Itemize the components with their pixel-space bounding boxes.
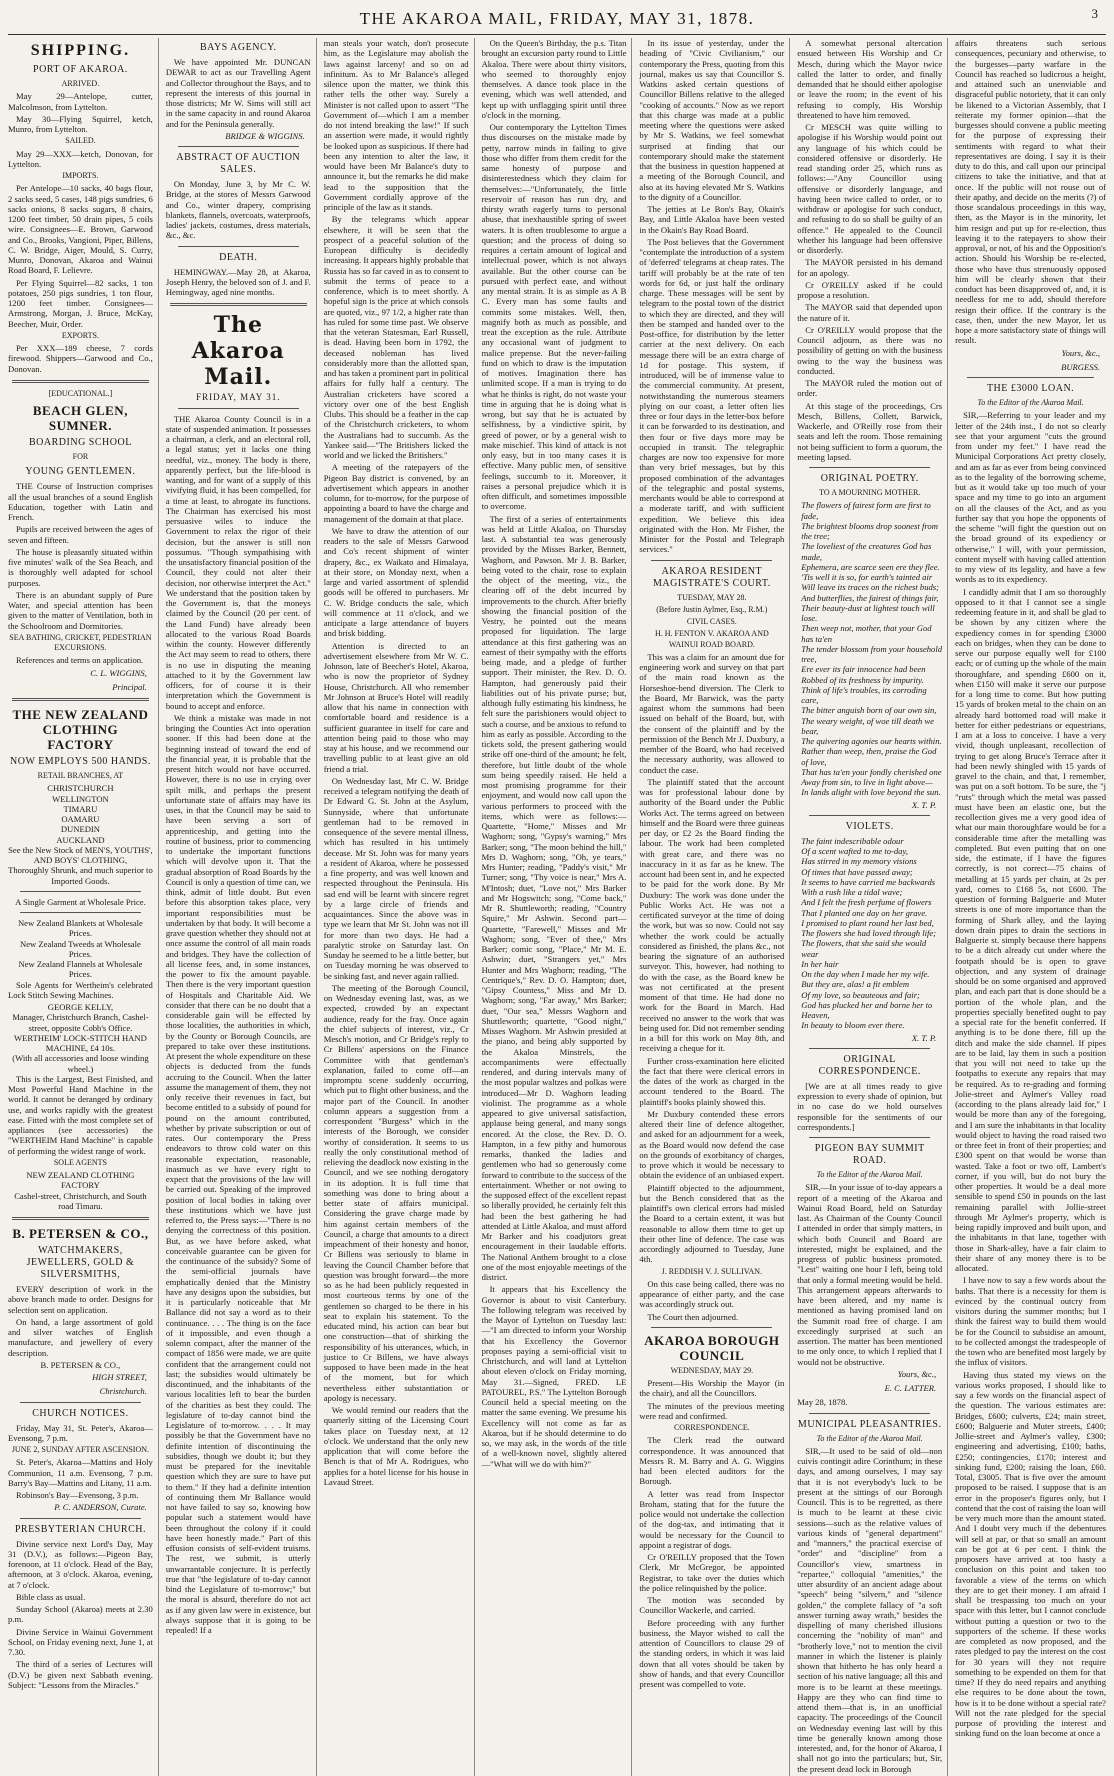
editorial-para-1: THE Akaroa County Council is in a state of suspended animation. It possesses a chairman, a clerk, and an electoral roll, a legal status; yet it lacks one thing needful, viz., money. The body is there, apparently perfect, but the life-blood is wanting, and for want of a supply of this vivifying fluid, it has been compelled, for a time at least, to abrogate its functions. The Chairman has exercised his most persuasive wiles to induce the Government to relax the rigor of their decision, but the answer is still non possumus. "Though sympathising with the unsatisfactory financial position of the Council, they could not alter their decision, nor otherwise interpret the Act." We understand that the position taken by the Government is, that the moneys claimed by the Council (20 per cent. of the Land Fund) have already been allocated to the various Road Boards within the county. However differently the Act may seem to read to others, there is no use in disputing the meaning attached to it by the Government law officers, for of course it is their interpretation which the Government is bound to accept and enforce. [165,413,311,711]
correspondence-note: [We are at all times ready to give expression to every shade of opinion, but in no case do we hold ourselves responsible for the sentiments of our correspondents.] [797,1080,943,1132]
poem-line: But they are, alas! a fit emblem [801,979,910,990]
poem-line: And I felt the fresh perfume of flowers [801,897,932,908]
for-label: FOR [72,452,89,461]
retail-label: RETAIL BRANCHES, AT [37,771,124,780]
poem-line: Will leave its traces on the richest buds; [801,582,939,593]
clothing-stock: See the New Stock of MEN'S, YOUTHS', AND BOYS' CLOTHING, [8,844,153,865]
c5-para-16: Cr O'REILLY proposed that the Town Clerk, Mr McGregor, be appointed Registrar, to take over the duties which the police relinquished by the police. [639,1552,785,1593]
divider [178,408,299,409]
latter-sig: E. C. LATTER. [884,1383,937,1393]
town-3: TIMARU [63,803,98,814]
petersen-city: Christchurch. [99,1386,147,1397]
c5-para-12: Present—His Worship the Mayor (in the chair), and all the Councillors. [639,1378,785,1399]
poem-line: The brightest blooms drop soonest from the tree; [801,520,938,541]
borough-council-heading: AKAROA BOROUGH COUNCIL [644,1332,780,1363]
school-activities: SEA BATHING, CRICKET, PEDESTRIAN EXCURSIONS. [9,632,152,652]
c4-para-3: The first of a series of entertainments was held at Little Akaloa, on Thursday last. A substantial tea was generously provided by the Misses Barker, Bennett, Waghorn, and Pawson. Mr J. B. Barker, being voted to the chair, rose to explain the object of the meeting, viz., the clearing off of the debt incurred by improvements to the church. After briefly showing the financial position of the Vestry, he pointed out the means proposed for liquidation. The large attendance at this first gathering was an earnest of their sympathy with the efforts being made, and a pledge of further support. Their minister, the Rev. D. O. Hampton, had generously paid their liabilities out of his private purse; but, although fully estimating his kindness, he felt sure the parishioners would object to such a course, and be anxious to refund to him as early as possible. According to the tickets sold, the present gathering would strike off one-third of the amount; he felt, therefore, but little doubt of the whole sum being speedily raised. He held a most promising programme for their enjoyment, and would now call upon the various performers to proceed with the items, which were as follows:—Quartette, "Home," Misses and Mr Waghorn; song, "Gypsy's warning," Mrs Barker; song, "The moon behind the hill," Mrs D. Waghorn; song, "Oh, ye tears," Mrs Hunter; reading, "Paddy's visit," Mr Turner; song, "Thy voice is near," Mrs A. M'Intosh; duet, "Love not," Mrs Barker and Mr Hogswitch; song, "Come back," Mr R. Shuttleworth; reading, "Country Squire," Mr Ashwin. Second part—Quartette, "Farewell," Misses and Mr Waghorn; song, "Ever of thee," Mrs Barker; comic song, "Place," Mr M. E. Ashwin; duet, "Strangers yet," Mrs Hunter and Mrs Waghorn; reading, "The Centrique's," Rev. D. O. Hampton; duet, "Gipsy Countess," Miss and Mr D. Waghorn; song, "Far away," Mrs Barker; duet, "Our sea," Messrs Waghorn and Shuttleworth; quartette, "Good night," Misses Waghorn. Mr Ashwin presided at the piano, and being ably supported by the Akaloa Minstrels, the accompaniments were effectually rendered, and during intervals many of the most popular waltzes and polkas were introduced—Mr D. Waghorn leading violinist. The programme as a whole appeared to give universal satisfaction, applause being general, and many songs encored. At the close, the Rev. D. O. Hampton, in a few pithy and humorous remarks, thanked the ladies and gentlemen who had so generously come forward to contribute to the success of the entertainment. Whether or not owing to the supposed effect of the excellent repast so liberally provided, he certainly felt this had been the best gathering he had attended at Little Akaloa, and must afford Mr Barker and his coadjutors great encouragement in their laudable efforts. The National Anthem brought to a close one of the most enjoyable meetings of the district. [481,513,627,1282]
c6-para-8: At this stage of the proceedings, Crs Mesch, Billens, Collett, Barwick, Wackerle, and O'Reilly rose from their seats and left the room. Those remaining not being sufficient to form a quorum, the meeting lapsed. [797,400,943,462]
c7-para-3: I candidly admit that I am so thoroughly opposed to it that I cannot see a single redeeming feature in it, and shall be glad to be shown by any citizen where the expediency comes in for spending £3000 each on bridges, when they can be done to serve our purpose equally well for £100 each; or of cutting up the whole of the main thoroughfare, and spending £600 on it, when £150 will make it serve our purpose for a long time to come. But how putting 15 yards of broken metal to the chain on an already hard bottomed road will make it better for either pedestrians or equestrians, I am at a loss to conceive. I have a very vivid, though unpleasant, recollection of trying to get along Bruce's Terrace after it had been newly shingled with 15 yards of gravel to the chain, and that, I remember, was put on a soft bottom. To be sure, the "j "ruts" through which the metal was passed must have been an elastic one, but the recollection gives me a very good idea of what our main thoroughfare would be for a considerable time after the metalling was completed. But even putting that on one side, the estimate, if I have the figures correctly, is not correct—75 chains of metalling at 15 yards per chain, at 2s per yard, comes to £168 5s, not £600. The question of forming Balguerie and Muter streets is one of more importance than the forming of Shark alley, and the laying down drain pipes to drain the sections in Balguerie st. simply because there happens to be a ditch already cut under where the footpath should be is open to grave objection, and any system of drainage should be on some organised and approved plan, and each part that is done should be a portion of the whole plan, and the properties specially benefited ought to pay a special rate for the benefit conferred. If anything is to be done there, fill up the ditch and make the side channel. If pipes are to be laid, lay them in such a position that you will not need to take up the footpaths to execute any repairs that may be required. As to re-grading and forming Jolie-street and Aylmer's Valley road (according to the plans already laid for," I would be more than any of the foregoing, and I am sure the inhabitants in that locality would object to having the road raised two or three feet in front of their properties; and £300 spent on that would be worse than wasted. Take a foot or two off, Lambert's corner, if you will, but do not bury the other properties. It would be a deal more sensible to spend £50 in pounds on the last remaining parallel with Jollie-street through Mr Aylmer's property, which is being rapidly improved and built upon, and the inhabitants in that lane, together with those in Shark-alley, have a fair claim to their share of any money there is to be allocated. [955,586,1106,1273]
divider [178,146,299,147]
c5-para-6: Further cross-examination here elicited the fact that there were clerical errors in the dates of the work as charged in the account tendered to the Board. The plaintiff's books plainly showed this. [639,1055,785,1107]
poem-line: 'Tis well it is so, for earth's tainted air [801,572,933,582]
c6-para-3: The MAYOR persisted in his demand for an apology. [797,257,943,278]
school-refs: References and terms on application. [16,655,144,666]
column-5 [639,38,790,1776]
clothing-employs: NOW EMPLOYS 500 HANDS. [10,756,151,767]
factory-name-2: NEW ZEALAND CLOTHING FACTORY [26,1170,135,1191]
page-number: 3 [1091,6,1098,21]
bays-agency-heading: BAYS AGENCY. [199,42,277,53]
school-para-3: The house is pleasantly situated within five minutes' walk of the Sea Beach, and is thoroughly well adapted for school purposes. [8,546,153,588]
poem-line: The flowers of fairest form are first to fade, [801,500,931,521]
c4-para-2: Our contemporary the Lyttelton Times thus discourses on the mistake made by petty, narrow minds in failing to give those who differ from them credit for the same honesty of purpose and disinterestedness which they claim for themselves:—"Unfortunately, the little reservoir of reason has run dry, and thirsty wrath eagerly turns to personal abuse, that inexhaustible spring of sweet waters. It is often troublesome to argue a question; and the process of doing so requires a certain amount of logical and intellectual power, which is not always available. But the other course can be pursued with perfect ease, and without any mental strain. It is as simple as A B C. Every man has some faults and commits some mistakes. Well, then, magnify both as much as possible, and treat the exception as the rule. Attribute any occasional want of judgment to malice prepense. But the never-failing fund on which to draw is the imputation of motives. Imagination there has unlimited scope. If a man is trying to do what he thinks is right, do not waste your time in arguing that he is doing what is wrong, but say that he is actuated by selfishness, by a vindictive spirit, by greed of power, or by a general wish to make mischief. This kind of attack is not only easy, but in too many cases it is effective. Many public men, of sensitive feelings, succumb to it. Moreover, it raises a personal prejudice which it is often difficult, and sometimes impossible to overcome. [481,122,627,512]
c3-para-8: We would remind our readers that the quarterly sitting of the Licensing Court takes place on Tuesday next, at 12 o'clock. We understand that the only new application that will come before the Bench is that of Mr A. Rodrigues, who applies for a hotel license for his house in Lavaud Street. [323,1405,469,1487]
export-1: Per XXX—189 cheese, 7 cords firewood. Shippers—Garwood and Co., Donovan. [8,343,153,374]
wertheim-note: (With all accessories and loose winding wheel.) [12,1053,149,1074]
c5-para-10: On this case being called, there was no appearance of either party, and the case was accordingly struck out. [639,1278,785,1310]
poem-2-title: VIOLETS. [845,820,894,832]
exports-label: EXPORTS. [61,330,99,340]
poem-line: That I planted one day on her grave. [801,907,928,918]
c4-para-1: On the Queen's Birthday, the p.s. Titan brought an excursion party round to Little Akaloa. There were about thirty visitors, who seemed to thoroughly enjoy themselves. A dance took place in the evening, which was well attended, and kept up with unflagging spirit until three o'clock in the morning. [481,38,627,120]
poem-2 [797,836,942,1031]
wertheim-desc: This is the Largest, Best Finished, and Most Powerful Hand Machine in the world. It cannot be deranged by ordinary use, and works rapidly with the greatest ease. Fitted with the most complete set of appliances (see accessories) the "WERTHEIM Hand Machine" is capable of performing the widest range of work. [8,1073,153,1156]
presby-4: Divine Service in Wainui Government School, on Friday evening next, June 1, at 7.30. [8,1626,153,1657]
school-sig-role: Principal. [112,681,147,692]
shipping-heading: SHIPPING. [30,42,131,59]
divider [651,1327,772,1328]
municipal-to: To the Editor of the Akaroa Mail. [816,1433,923,1443]
school-sig: C. L. WIGGINS, [90,667,147,678]
factory-address: Cashel-street, Christchurch, and South road Timaru. [14,1190,147,1211]
poem-1-title: TO A MOURNING MOTHER. [819,488,921,497]
pigeon-bay-heading: PIGEON BAY SUMMIT ROAD. [814,1143,925,1166]
arrived-label: ARRIVED. [61,79,100,88]
divider [809,1048,930,1049]
pigeon-bay-to: To the Editor of the Akaroa Mail. [816,1170,923,1179]
auction-heading: ABSTRACT OF AUCTION SALES. [176,152,301,175]
case-2-title: J. REDDISH V. J. SULLIVAN. [661,1266,763,1276]
school-para-4: There is an abundant supply of Pure Water, and special attention has been given to the matter of Ventilation, both in the Schoolroom and Dormitories. [8,589,153,631]
petersen-para-2: On hand, a large assortment of gold and silver watches of English manufacture, and jewellery of every description. [8,1316,153,1358]
import-1: Per Antelope—10 sacks, 40 bags flour, 2 sacks seed, 5 cases, 148 pigs sundries, 6 sacks onions, 8 sacks sugars, 8 chairs, 1200 feet timber, 50 drain pipes, 5 coils wire. Consignees—E. Brown, Garwood and Co., Brooks, Vangioni, Piper, Billens, C. W. Bridge, Aiger, Mould, S. Curry, Munro, Donovan, Akaroa and Wainui Road Board, F. Lelievre. [8,183,153,276]
divider [12,1217,149,1220]
divider [12,698,149,701]
poem-line: Rather than weep, then, praise the God of love, [801,746,937,767]
original-poetry-heading: ORIGINAL POETRY. [820,473,919,484]
bays-para: We have appointed Mr. DUNCAN DEWAR to act as our Travelling Agent and Collector throughout the Bays, and to represent the interests of this journal in those districts; Mr W. Sims will still act in the same capacity in and round Akaroa and for the Peninsula generally. [165,57,311,129]
c6-para-10: SIR,—It used to be said of old—non cuivis contingit adire Corinthum; in these days, and among ourselves, I may say that it is not everybody's luck to be present at the sittings of our Borough Council. This is to be regretted, as there is much to be learnt at these civic sessions—such as the relative values of various kinds of "general department" and "manners," the practical exercise of "order" and "discipline" from a Councillor's view, smartness in "repartee," colloquial "amenities," the utter absurdity of an ancient adage about "speech" being "silvern," and "silence golden," the complete fallacy of "a soft answer turning away wrath," besides the dispelling of many cherished illusions concerning the "nobility of man" and "brotherly love," not to mention the civil manner in which the listener is plainly shown that hitherto he has only heard a section of his native language; all this and more is to be learnt at these meetings. Happy are they who can find time to attend them—that is, in an unofficial capacity. The proceedings of the Council on Wednesday evening last will by this time be generally known among those interested, and, for the honor of Akaroa, I shall not go into the particulars; but, Sir, the present dead lock in Borough [797,1445,943,1774]
bays-sig: BRIDGE & WIGGINS. [225,130,305,141]
manager-name: GEORGE KELLY, [47,1002,114,1012]
poem-line: In beauty to bloom ever there. [801,1020,905,1031]
c6-para-9: SIR,—In your issue of to-day appears a report of a meeting of the Akaroa and Wainui Road Board, held on Saturday last. As Chairman of the County Council I attended in order that simply matters, in which both Council and Board are interested, might be explained, and the progress of public business promoted. "Lest" waiting one hour I left, being told that only a formal meeting would be held. This arrangement appears afterwards to have been altered, and my name is mentioned as having promised land on the Summit road free of charge. I am exceedingly surprised at such an assertion. The matter has been mentioned to me only once, to which I replied that I would not be obstructive. [797,1182,943,1367]
poem-line: In lands alight with love beyond the sun. [801,787,941,798]
poem-line: Their beauty-dust at lightest touch will lose. [801,602,935,623]
sailed-label: SAILED. [65,136,96,146]
column-6 [797,38,948,1776]
burgess-sig: BURGESS. [1061,361,1100,372]
c6-para-7: The MAYOR ruled the motion out of order. [797,378,943,399]
columns [8,38,1106,1774]
port-heading: PORT OF AKAROA. [33,64,128,75]
burgess-yours: Yours, &c., [1061,347,1100,358]
church-5: P. C. ANDERSON, Curate. [54,1502,147,1513]
divider [20,912,141,913]
arrival-2: May 30—Flying Squirrel, ketch, Munro, from Lyttelton. [8,113,153,134]
c5-para-5: The plaintiff stated that the account was for professional labour done by authority of the Board under the Public Works Act. The terms agreed on between himself and the Board were three guineas per day, or £2 2s the Board finding the labour. The work had been completed with great care, and there was no inaccuracy in it as far as he knew. The account had been sent in, and he expected to be paid for the work done. By Mr Duxbury: The work was done under the Public Works Act. He was not a certificated surveyor at the time of doing the work, but was so now. Could not say whether the work could be actually considered as finished, the plans &c., not bearing the signature of an authorised surveyor. This, however, had nothing to do with the case, as the Board knew he was not certificated at the present moment of that time. He had done no work for the Board in March. Had received no answer to the work that was being used for. Did not remember sending in a bill for this work on May 8th, and receiving a cheque for it. [639,776,785,1054]
town-4: OAMARU [61,814,100,824]
town-5: DUNEDIN [60,824,100,835]
school-name: BEACH GLEN, SUMNER. [32,403,128,433]
borough-date: WEDNESDAY, MAY 29. [670,1365,754,1375]
poem-line: The quivering agonies our hearts within. [801,736,942,746]
poem-line: Ere ever its fair innocence had been [801,664,926,675]
poem-line: I promised to plant round her last bed, [801,917,934,928]
poem-line: And butterflies, the fairest of things fair, [801,592,939,603]
column-7 [955,38,1106,1776]
divider [170,303,307,306]
boarding-label: BOARDING SCHOOL [29,437,132,448]
church-heading: CHURCH NOTICES. [32,1407,129,1419]
poem-line: The loveliest of the creatures God has made, [801,541,932,562]
poem-line: On the day when I made her my wife. [801,969,930,979]
tweeds-line: New Zealand Tweeds at Wholesale Prices. [20,938,141,959]
death-heading: DEATH. [219,251,258,263]
imports-label: IMPORTS. [62,171,99,180]
poem-line: It seems to have carried me backwards [801,876,936,887]
school-para-2: Pupils are received between the ages of seven and fifteen. [8,524,153,545]
poem-line: The flowers, that she said she would wear [801,938,927,959]
church-4: Robinson's Bay—Evensong, 3 p.m. [16,1490,139,1500]
arrival-1: May 29—Antelope, cutter, Malcolmson, from Lyttelton. [8,91,153,112]
column-2 [166,38,317,1776]
sole-agents-label: SOLE AGENTS [53,1157,107,1167]
c5-para-1: In its issue of yesterday, under the heading of "Civic Civilianism," our contemporary the Press, quoting from this journal, makes us say that Councillor S. Watkins asked certain questions of Councillor Billens relative to the alleged "cooking of accounts." Now as we report that this charge was made at a public meeting where the questions were asked by Mr S. Watkins, we feel somewhat surprised at finding that our contemporary should make the statement that the business in question happened at a meeting of the Borough Council, and also at its having elevated Mr S. Watkins to the dignity of a Councillor. [639,38,785,202]
poem-line: Has stirred in my memory visions [801,856,917,867]
presby-1: Divine service next Lord's Day, May 31 (D.V.), as follows:—Pigeon Bay, forenoon, at 11 o'clock. Head of the Bay, afternoon, at 3 o'clock. Akaroa, evening, at 7 o'clock. [8,1538,153,1590]
poem-line: The faint indescribable odour [801,835,904,846]
sole-agents-line: Sole Agents for Wertheim's celebrated Lock Stitch Sewing Machines. [8,979,153,1000]
divider [20,891,141,892]
loan-to: To the Editor of the Akaroa Mail. [977,398,1084,407]
c3-para-3: A meeting of the ratepayers of the Pigeon Bay district is convened, by an advertisement which appears in another column, for to-morrow, for the purpose of appointing a board to have the charge and management of the domain at that place. [323,462,469,524]
petersen-sig: B. PETERSEN & CO., [40,1359,121,1370]
c6-para-2: Cr MESCH was quite willing to apologise if his Worship would point out any language of his which could be considered offensive or disorderly. He read standing order 25, which runs as follows:—"Any Councillor using offensive or disorderly language, and having been twice called to order, or to withdraw or apologise for such conduct, and refusing to do so shall be guilty of an offence." He appealed to the Council whether his language had been offensive or disorderly. [797,122,943,255]
c3-para-5: Attention is directed to an advertisement elsewhere from Mr W. C. Johnson, late of Beecher's Hotel, Akaroa, who is now the proprietor of Sydney House, Christchurch. All who remember Mr Johnson at Bruce's Hotel will readily allow that his name in connection with comfortable board and residence is a sufficient guarantee in itself for care and attention being paid to those who may stay at his house, and we recommend our travelling public to at least give an old friend a trial. [323,640,469,774]
poem-2-sig: X. T. P. [911,1032,937,1043]
magistrate-heading: AKAROA RESIDENT MAGISTRATE'S COURT. [652,565,771,589]
poem-line: Robbed of its freshness by impurity. [801,674,924,685]
newspaper-logo: The Akaroa Mail. [191,312,285,391]
divider [651,560,772,561]
c5-para-8: Plaintiff objected to the adjournment, but the Bench considered that as the plaintiff's own clerical errors had misled the Board to a certain extent, it was but reasonable to allow them time to get up their other line of defence. The case was accordingly adjourned to Tuesday, June 4th. [639,1182,785,1265]
c5-para-15: A letter was read from Inspector Broham, stating that for the future the police would not undertake the collection of the dog-tax, and intimating that it would be necessary for the Council to appoint a registrar of dogs. [639,1488,785,1550]
c5-para-14: The Clerk read the outward correspondence. It was announced that Messrs R. M. Barry and A. G. Wiggins had been elected auditors for the Borough. [639,1435,785,1487]
presbyterian-heading: PRESBYTERIAN CHURCH. [14,1523,146,1535]
town-2: WELLINGTON [52,793,109,804]
clothing-factory-heading: THE NEW ZEALAND CLOTHING FACTORY [12,707,149,752]
c5-para-4: This was a claim for an amount due for engineering work and survey on that part of the main road known as the Horseshoe-bend diversion. The Clerk to the Board, Mr Barwick, was the party against whom the summons had been issued on behalf of the Board, but, with the consent of the plaintiff and by the permission of the Bench Mr J. Duxbury, a member of the Board, who had received the necessary authority, was allowed to conduct the case. [639,651,785,775]
c5-para-11: The Court then adjourned. [647,1311,739,1322]
correspondence-heading: ORIGINAL CORRESPONDENCE. [818,1053,921,1077]
c7-para-5: Having thus stated my views on the various works proposed, I should like to say a few words on the financial aspect of the question. The various estimates are: Bridges, £600; culverts, £24; main street, £600; Balguerie and Muter streets, £400; Jollie-street and Aylmer's valley, £300; engineering and advertising, £100; baths, £250; contingencies, £170; interest and sinking fund, £200; raising the loan, £60. Total, £3005. That is five over the amount proposed to be raised. I suppose that is an error in the proposer's figures only, but I contend that the cost of raising the loan will be very much more than the amount stated. And I doubt very much if the debentures will sell at par, or that so small an amount can be got at 6 per cent. I think the proposers have arrived at too hasty a conclusion on this point and taken too favorable a view of the terms on which they are to get their money. I am afraid I shall be trespassing too much on your space with this letter, but I cannot conclude without putting a question or two to the supporters of the scheme. If these works are completed as now proposed, and the rates pledged to pay the interest on the cost for 30 years will they not require something to be expended on them for that time? If they do need repairs and anything else requires to be done about the town, how is it to be done without a special rate? Will not the rate pledged for the special purpose of providing the interest and sinking fund on the loan become at once a [955,1369,1106,1739]
c7-para-4: I have now to say a few words about the baths. That there is a necessity for them is evinced by the continual outcry from visitors during the summer months; but I think the fairest way to build them would be for the Council to subsidise an amount, to be collected amongst the tradespeople of the town who are benefited most largely by the influx of visitors. [955,1275,1106,1368]
poem-1-sig: X. T. P. [911,799,937,810]
divider [20,1402,141,1403]
c3-para-1: man steals your watch, don't prosecute him, as the Legislature may abolish the laws against larceny! and so on ad infinitum. As to Mr Balance's alleged silence upon the matter, we think this rather tells the other way. Surely a Minister is not called upon to assert "The Government of—which I am a member do not intend breaking the law!" If such an assertion were made, it would rightly be looked upon as suspicious. If there had been any intention to alter the law, it would have been Mr Balance's duty to announce it, but the remarks he did make lead to the supposition that the Government cordially approve of the principle of the law as it stands. [323,38,469,212]
c6-para-4: Cr O'REILLY asked if he could propose a resolution. [797,279,943,300]
divider [20,1518,141,1519]
c5-para-18: Before proceeding with any further business, the Mayor wished to call the attention of Councillors to clause 29 of the standing orders, in which it was laid down that all votes should be taken by show of hands, and that every Councillor present was compelled to vote. [639,1617,785,1689]
educational-label: [EDUCATIONAL.] [48,388,113,398]
column-1 [8,38,159,1776]
presby-5: The third of a series of Lectures will (D.V.) be given next Sabbath evening. Subject: "Lessons from the Miracles." [8,1659,153,1690]
poem-line: God has plucked her and borne her to Heaven, [801,999,933,1020]
blankets-line: New Zealand Blankets at Wholesale Prices. [17,918,143,939]
civil-cases: CIVIL CASES. [686,617,737,626]
case-title: H. H. FENTON V. AKAROA AND WAINUI ROAD BOARD. [654,629,769,649]
editorial-para-2: We think a mistake was made in not bringing the Counties Act into operation sooner. If this had been done at the beginning instead of toward the end of the financial year, it is probable that the present hitch would not have occurred. However, there is no use in crying over spilt milk, and perhaps the present unfortunate state of affairs may have its uses, in that the Council may be said to have been serving a sort of apprenticeship, and getting into the routine of business, prior to commencing to undertake the important functions which will devolve upon it. That the gradual absorption of Road Boards by the Council is only a question of time can, we think, admit of little doubt. But even before this absorption takes place, very important responsibilities must be undertaken by that body. It will become a grave question whether they should not at once assume the control of all main roads and bridges. They have the collection of all license fees, and, in some instances, the power to fix the amount payable. Then there is the very important question of Hospitals and Charitable Aid. We consider that there can be no doubt that a considerable gain will be effected by those localities, the authorities in which, by the County or Borough Councils, are prepared to take over these institutions. At present the whole expenditure on these objects is deducted from the funds accruing to the Council. When the latter assume the management of them, they not only receive their revenues in fact, but become entitled to a subsidy of pound for pound on the amount contributed, whether by private subscription or out of rates. Our contemporary the Press endeavors to throw cold water on this reasonable expectation, reasonable, inasmuch as we have every right to expect that the provisions of the law will be carried out. Speaking of the improved position of local bodies in taking over these institutions which we have just referred to, the Press says:—"There is no denying the correctness of this position. But, as we have before asked, what conceivable guarantee can be given for the continuance of the subsidy? Some of the semi-official journals have emphatically denied that the Ministry have any designs upon the subsidies, but it is particularly noticeable that Mr Ballance did not say a word as to their continuance. . . . The thing is on the face of it impossible, and even though a solemn compact, after the manner of the compact of 1856 were made, we are quite confident that the arrangement could not last; the subsidies would ultimately be discontinued, and the inhabitants of the various localities left to bear the burden of the charities as best they could. The legislature of to-day cannot bind the Legislature of to-morrow. . . . It may possibly be that the Government have no definite intention of discontinuing the subsidies, though we doubt it; but they must be prepared for the inevitable question which they are sure to have put to them." If they had a definite intention of continuing them Mr Ballance would not have failed to say so, knowing how popular such a statement would have been throughout the colony if it could have been honestly made." Part of this effusion consists of self-evident truisms. The rest, we submit, is utterly unwarrantable conjecture. It is perfectly true that "the legislature of to-day cannot bind the Legislature of to-morrow;" but the moral is absurd, therefore do not act as if any given law were in existence, but always suppose that it is going to be repealed! If a [165,712,311,1635]
flannels-line: New Zealand Flannels at Wholesale Prices. [18,959,143,980]
petersen-trade: WATCHMAKERS, JEWELLERS, GOLD & SILVERSMITHS, [26,1245,135,1280]
divider [809,1137,930,1138]
divider [809,467,930,468]
loan-heading: THE £3000 LOAN. [986,383,1075,394]
c6-para-6: Cr O'REILLY would propose that the Council adjourn, as there was no possibility of getting on with the business owing to the way the business was conducted. [797,324,943,376]
latter-yours: Yours, &c., [897,1368,937,1379]
petersen-street: HIGH STREET, [92,1372,147,1382]
church-2: JUNE 2, SUNDAY AFTER ASCENSION. [11,1445,150,1454]
sailed-1: May 29—XXX—ketch, Donovan, for Lyttelton. [8,148,153,169]
poem-1 [797,500,942,797]
c4-para-4: It appears that his Excellency the Governor is about to visit Canterbury. The following telegram was received by the Mayor of Lyttelton on Tuesday last:—"I am directed to inform your Worship that his Excellency the Governor proposes paying a semi-official visit to Christchurch, and will land at Lyttelton about eleven o'clock on Friday morning, May 31.—Signed, FRED. LE PATOUREL, P.S." The Lyttelton Borough Council held a special meeting on the matter the same evening. We presume his Excellency will not come as far as Akaroa, but if he should determine to do so, we may ask, in the words of the title of a well-known novel, slightly altered—"What will we do with him?" [481,1284,627,1469]
poem-line: Of my love, so beauteous and fair; [801,989,920,1000]
c5-para-7: Mr Duxbury contended these errors altered their line of defence altogether, and asked for an adjournment for a week, as the Board would now defend the case on the grounds of exorbitancy of charges, to prove which it would be necessary to obtain the evidence of an unbiased expert. [639,1108,785,1181]
auction-para: On Monday, June 3, by Mr C. W. Bridge, at the stores of Messrs Garwood and Co., winter drapery, comprising blankets, flannels, overcoats, waterproofs, ladies' jackets, costumes, dress materials, &c., &c. [165,179,311,241]
c5-para-2: The jetties at Le Bon's Bay, Okain's Bay, and Little Akaloa have been vested in the Okain's Bay Road Board. [639,204,785,235]
c3-para-6: On Wednesday last, Mr C. W. Bridge received a telegram notifying the death of Dr Edward G. St. John at the Asylum, Sunnyside, where that unfortunate gentleman had to be removed in consequence of the severe mental illness, which has resulted in his untimely decease. Mr St. John was for many years a resident of Akaroa, where he possessed a fine property, and was well known and respected throughout the Peninsula. His sad end will be learnt with sincere regret by a large circle of friends and acquaintances. Since the above was in type we learn that Mr St. John was not ill for more than two days. He had a paralytic stroke on Saturday last. On Sunday he seemed to be a little better, but on Tuesday morning he was observed to be sinking fast, and never again rallied. [323,775,469,981]
poem-line: Of times that have passed away; [801,866,913,877]
correspondence-label: CORRESPONDENCE. [673,1423,750,1432]
column-4 [482,38,633,1776]
c3-para-2: By the telegrams which appear elsewhere, it will be seen that the prospect of a peaceful solution of the European difficulty is decidedly increasing. It appears highly probable that Russia has so far caved in as to consent to submit the terms of peace to a conference, which is to meet shortly. A hopeful sign is the price at which consols are quoted, viz., 97 1/2, a higher rate than has ruled for some time past. We observe that the veteran Statesman, Earl Russell, is dead. Having been born in 1792, the deceased nobleman has lived considerably more than the allotted span, and has taken a prominent part in political affairs for fully half a century. The Australian cricketers have scored a victory over one of the best English Clubs. This should be a feather in the cap of the Christchurch cricketers, to whom the Australians had to succumb. As the Yankee said—"The Britishers licked the world and we licked the Britishers." [323,214,469,460]
divider [809,1413,930,1414]
magistrate-before: (Before Justin Aylmer, Esq., R.M.) [656,604,768,614]
divider [12,380,149,383]
c5-para-17: The motion was seconded by Councillor Wackerle, and carried. [639,1595,785,1616]
poem-line: In her hair [801,958,839,969]
municipal-heading: MUNICIPAL PLEASANTRIES. [797,1418,942,1430]
issue-date: FRIDAY, MAY 31. [196,392,281,403]
single-garment: A Single Garment at Wholesale Price. [15,896,146,907]
poem-line: The bitter anguish born of our own sin, [801,705,937,716]
church-3: St. Peter's, Akaroa—Mattins and Holy Communion, 11 a.m. Evensong, 7 p.m. Barry's Bay—Mattins and Litany, 11 a.m. [8,1457,153,1488]
poem-line: Ephemera, are scarce seen ere they flee. [801,561,940,572]
latter-date: May 28, 1878. [797,1397,848,1408]
poem-line: Think of life's troubles, its corroding care, [801,684,927,705]
poem-line: The tender blossom from your household tree, [801,643,943,664]
poem-line: The flowers she had loved through life; [801,928,937,938]
c6-para-1: A somewhat personal altercation ensued between His Worship and Cr Mesch, during which the Mayor twice called the latter to order, and finally demanded that he should either apologise or leave the room; in the event of his refusing to comply, His Worship threatened to have him removed. [797,38,943,120]
town-1: CHRISTCHURCH [47,783,114,794]
poem-line: Of a scent wafted to me to-day, [801,846,908,856]
c5-para-3: The Post believes that the Government "contemplate the introduction of a system of 'deferred' telegrams at cheap rates. The tariff will probably be at the rate of ten words for 6d, or just half the ordinary charge. These messages will be sent by telegram to the postal town of the district to which they are directed, and they will then be stamped and handed over to the Post-office, for distribution by the letter carrier at the next delivery. On each message there will be an extra charge of 1d for postage. This system, if introduced, will be of immense value to the commercial community. At present, notwithstanding the numerous steamers plying on our coast, a letter often lies three or four days in the letter-box before it can be forwarded to its destination, and then four or five days more may be occupied in transit. The telegraphic charges are now too expensive for more than very brief messages, but by this proposed combination of the advantages of the telegraphic and postal systems, merchants would be able to correspond at a moderate tariff, and with sufficient expedition. We believe this idea originated with the Hon. Mr Fisher, the Minister for the Postal and Telegraph services." [639,236,785,555]
presby-2: Bible class as usual. [16,1591,86,1602]
town-6: AUCKLAND [56,834,105,845]
c7-para-2: SIR,—Referring to your leader and my letter of the 24th inst., I do not so clearly see that your argument "cuts the ground from under my feet." I have read the Municipal Corporations Act pretty closely, and am as far as ever from being convinced as to the legality of the borrowing scheme, but as it would take up too much of your space and my time to go into an argument on all the clauses of the Act, and as you further say that you hope the opponents of the scheme "will fight the question out on the broad ground of its expediency or otherwise," I will, with your permission, content myself with having called attention to my view of its legality, and have a few words as to its expediency. [955,410,1106,585]
poem-line: The weary weight, of woe till death we bear, [801,715,934,736]
c3-para-4: We have to draw the attention of our readers to the sale of Messrs Garwood and Co's recent shipment of winter drapery, &c., ex Waikato and Himalaya, at their store, on Monday next, when a large and varied assortment of splendid goods will be offered to purchasers. Mr C. W. Bridge conducts the sale, which will commence at 11 o'clock, and we anticipate a large attendance of buyers and brisk bidding. [323,525,469,639]
school-para-1: THE Course of Instruction comprises all the usual branches of a sound English Education, together with Latin and French. [8,481,153,522]
church-1: Friday, May 31, St. Peter's, Akaroa—Evensong, 7 p.m. [8,1422,153,1443]
c7-para-1: affairs threatens such serious consequences, pecuniary and otherwise, to the burgesses—party warfare in the Council has reached so ludicrous a height, and attained such an unenviable and disgraceful public notoriety, that it can only be likened to a Victorian Assembly, that I reiterate my former opinion—that the burgesses should convene a public meeting for the purpose of expressing their sentiments with regard to what their representatives are doing. I say it is their duty to do this, and call upon our principal citizens to take the initiative, and that at once. If the public will not rouse out of their apathy, and decide on the merits (?) of those scandalous proceedings in this way, then, as the Mayor is in the minority, let him resign and put up for re-election, thus leaving it to the ratepayers to show their approval, or not, of his and the Opposition's action. Should his Worship be re-elected, those who have thus strenuously opposed him will be clearly shown that their conduct has been disapproved of, and, it is needless for me to add, should therefore resign their office. If the contrary is the case, then, under the new Mayor, let us hope a more satisfactory state of things will result. [955,38,1106,346]
divider [178,246,299,247]
divider [967,377,1094,378]
divider [809,815,930,816]
poem-line: That has ta'en your fondly cherished one [801,766,942,777]
clothing-shrunk: Thoroughly Shrunk, and much superior to Imported Goods. [8,865,153,886]
presby-3: Sunday School (Akaroa) meets at 2.30 p.m. [8,1604,153,1625]
petersen-heading: B. PETERSEN & CO., [12,1226,149,1241]
petersen-para-1: EVERY description of work in the above branch made to order. Designs for selection sent on application. [8,1284,153,1315]
poem-line: Then weep not, mother, that your God has ta'en [801,623,932,644]
c3-para-7: The meeting of the Borough Council, on Wednesday evening last, was, as we expected, crowded by an expectant audience, ready for the fray. Once again the chief subjects of interest, viz., Cr Mesch's motion, and Cr Bridge's reply to Cr Billens' aspersions on the Finance Committee with that gentleman's explanation, failed to come off—an impromptu scene suddenly occurring, which put to flight other business, and the major part of the Council. In another column appears a suggestion from a correspondent "Burgess" which in the interests of the Borough, we consider worthy of consideration. It seems to us really the only constitutional method of relieving the deadlock now existing in the Council, and we see nothing derogatory in its adoption. It is full time that something was done to bring about a better state of affairs municipal. Considering the grave charge made by him against certain members of the Council, a charge that amounts to a direct impeachment of their honesty and honor, Cr Billens was seriously to blame in leaving the Council Chamber before that question was brought forward—the more so as he had been publicly requested in most courteous terms by one of the gentlemen so charged to be there in his seat to explain his statement. To the educated mind, his action can bear but one construction—that of shirking the responsibility of his utterances, which, in justice to Cr Billens, we have always supposed to have been made in the heat of the moment, but for which nevertheless either substantiation or apology is necessary. [323,982,469,1403]
poem-line: Away from sin, to live in light above— [801,777,933,787]
c5-para-13: The minutes of the previous meeting were read and confirmed. [639,1400,785,1421]
young-gentlemen-label: YOUNG GENTLEMEN. [25,466,136,478]
poem-line: With a rush like a tidal wave; [801,887,903,897]
import-2: Per Flying Squirrel—82 sacks, 1 ton potatoes, 250 pigs sundries, 1 ton flour, 1200 feet timber. Consignees—Armstrong, Morgan, J. Bruce, McKay, Beecher, Muir, Order. [8,277,153,329]
masthead-title: THE AKAROA MAIL, FRIDAY, MAY 31, 1878. [8,4,1106,35]
column-3 [324,38,475,1776]
death-para: HEMINGWAY.—May 28, at Akaroa, Joseph Henry, the beloved son of J. and F. Hemingway, aged nine months. [165,266,311,297]
wertheim-machine: WERTHEIM' LOCK-STITCH HAND MACHINE, £4 10s. [14,1032,147,1053]
magistrate-date: TUESDAY, MAY 28. [677,592,747,602]
c6-para-5: The MAYOR said that depended upon the nature of it. [797,302,943,323]
manager-role: Manager, Christchurch Branch, Cashel-street, opposite Cobb's Office. [12,1012,149,1033]
